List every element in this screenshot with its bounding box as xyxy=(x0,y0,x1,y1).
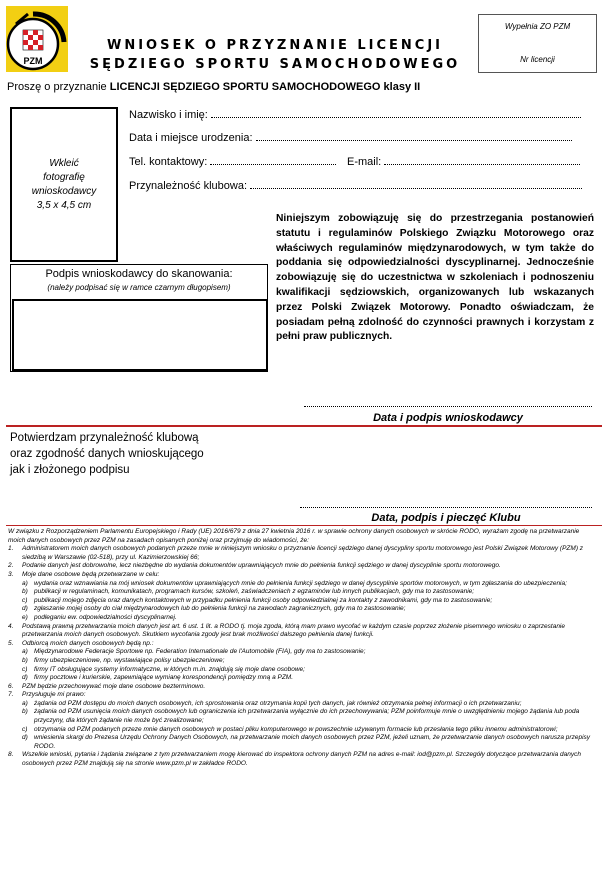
rodo-subitem xyxy=(8,700,598,709)
rodo-item-text: Podstawą prawną przetwarzania moich danych jest art. 6 ust. 1 lit. a RODO tj. moja zgoda, którą mam prawo wycofać w każdym czasie poprzez złożenie pisemnego wniosku o zaprzestanie przetwarzania moich danych osobowych. Skutkiem wycofania zgody jest brak możliwości dalszego pełnienia danej funkcji. xyxy=(22,622,565,639)
rodo-item-text: żądania od PZM usunięcia moich danych osobowych lub ograniczenia ich przetwarzania wyłącznie do ich przechowywania; PZM poinformuje mnie o uwzględnieniu mojego żądania lub poda przyczyny, dla których żądanie nie może być zrealizowane; xyxy=(34,708,580,725)
rodo-item xyxy=(8,691,598,700)
rodo-item-number: c) xyxy=(22,725,28,733)
rodo-section xyxy=(8,528,598,769)
rodo-item-number: 6. xyxy=(8,682,14,690)
email-label: E-mail: xyxy=(347,156,382,168)
photo-box[interactable] xyxy=(10,107,118,262)
club-signature-caption: Data, podpis i pieczęć Klubu xyxy=(371,512,521,524)
rodo-item-number: 3. xyxy=(8,570,14,578)
title-line-2: SĘDZIEGO SPORTU SAMOCHODOWEGO xyxy=(89,57,461,72)
rodo-item xyxy=(8,683,598,692)
logo-text: PZM xyxy=(23,56,43,66)
rodo-subitem xyxy=(8,708,598,725)
phone-dots[interactable] xyxy=(210,155,336,165)
rodo-subitem xyxy=(8,657,598,666)
rodo-subitem xyxy=(8,597,598,606)
rodo-item-number: 1. xyxy=(8,545,14,553)
rodo-item-number: a) xyxy=(22,648,28,656)
rodo-item-number: c) xyxy=(22,596,28,604)
form-title xyxy=(80,36,470,74)
rodo-item-number: c) xyxy=(22,665,28,673)
rodo-item xyxy=(8,751,598,768)
phone-field[interactable] xyxy=(129,155,336,168)
rodo-item-text: żądania od PZM dostępu do moich danych osobowych, ich sprostowania oraz otrzymania kopii tych danych, jak również otrzymania pełnej informacji o ich przetwarzaniu; xyxy=(34,699,522,707)
rodo-item-text: Międzynarodowe Federacje Sportowe np. Federation Internationale de l'Automobile (FIA), gdy ma to zastosowanie; xyxy=(34,648,366,656)
office-use-label: Wypełnia ZO PZM xyxy=(504,22,571,31)
rodo-item-number: a) xyxy=(22,579,28,587)
photo-box-line-3: wnioskodawcy xyxy=(31,185,97,197)
club-confirmation-line-2: oraz zgodność danych wnioskującego xyxy=(10,448,204,460)
rodo-item-number: a) xyxy=(22,699,28,707)
declaration-text: Niniejszym zobowiązuję się do przestrzegania postanowień statutu i regulaminów Polskiego Związku Motorowego oraz właściwych regulaminów międzynarodowych, w tym także do poddania się odpowiedzialności dyscyplinarnej. Jednocześnie zobowiązuję się do uczestnictwa w szkoleniach i podnoszeniu kwalifikacji sędziowskich, organizowanych lub wskazanych przez Polski Związek Motorowy. Ponadto oświadczam, że posiadam pełną zdolność do czynności prawnych i korzystam z pełni praw publicznych. xyxy=(276,213,594,343)
rodo-item-text: Odbiorcą moich danych osobowych będą np.: xyxy=(22,639,154,647)
rodo-item-text: wniesienia skargi do Prezesa Urzędu Ochrony Danych Osobowych, na przetwarzanie moich danych osobowych przez PZM, jeżeli uznam, że przetwarzanie danych osobowych narusza przepisy RODO. xyxy=(34,734,591,750)
email-field[interactable] xyxy=(347,155,580,168)
rodo-item-text: zgłaszanie mojej osoby do ciał międzynarodowych lub do pełnienia funkcji na zawodach zagranicznych, gdy ma to zastosowanie; xyxy=(34,605,406,613)
name-label: Nazwisko i imię: xyxy=(129,109,208,121)
rodo-item-text: Moje dane osobowe będą przetwarzane w celu: xyxy=(22,570,160,578)
signature-scan-box xyxy=(10,264,268,372)
rodo-item-number: 4. xyxy=(8,622,14,630)
rodo-subitem xyxy=(8,666,598,675)
request-line xyxy=(7,81,420,93)
club-field[interactable] xyxy=(129,179,582,192)
rodo-item-text: podleganiu ew. odpowiedzialności dyscyplinarnej. xyxy=(34,613,177,621)
rodo-item-text: firmy ubezpieczeniowe, np. wystawiające polisy ubezpieczeniowe; xyxy=(34,656,225,664)
rodo-subitem xyxy=(8,648,598,657)
request-license-type: LICENCJI SĘDZIEGO SPORTU SAMOCHODOWEGO klasy II xyxy=(109,81,421,93)
rodo-item xyxy=(8,562,598,571)
applicant-signature-caption: Data i podpis wnioskodawcy xyxy=(373,412,523,424)
rodo-item-text: Podanie danych jest dobrowolne, lecz niezbędne do wydania dokumentów uprawniających mnie do pełnienia funkcji sędziego w danej dyscyplinie sportu motorowego. xyxy=(22,562,501,570)
rodo-item-text: otrzymania od PZM podanych przeze mnie danych osobowych w postaci pliku komputerowego w powszechnie używanym formacie lub przesłania tego pliku innemu administratorowi; xyxy=(34,725,558,733)
photo-box-line-1: Wkleić xyxy=(49,157,79,169)
birth-label: Data i miejsce urodzenia: xyxy=(129,132,253,144)
rodo-item xyxy=(8,623,598,640)
rodo-item xyxy=(8,545,598,562)
club-signature-line[interactable] xyxy=(300,506,592,508)
rodo-item xyxy=(8,571,598,580)
phone-label: Tel. kontaktowy: xyxy=(129,156,208,168)
rodo-item-text: firmy pocztowe i kurierskie, zapewniające wymianę korespondencji pomiędzy mną a PZM. xyxy=(34,674,294,682)
request-prefix: Proszę o przyznanie xyxy=(7,81,107,93)
rodo-subitem xyxy=(8,726,598,735)
rodo-item-number: e) xyxy=(22,613,28,621)
applicant-signature-line[interactable] xyxy=(304,405,592,407)
pzm-logo xyxy=(6,6,68,72)
signature-area[interactable] xyxy=(12,299,268,371)
rodo-item-text: Przysługuje mi prawo: xyxy=(22,691,86,699)
signature-box-sublabel: (należy podpisać się w ramce czarnym długopisem) xyxy=(47,283,231,292)
rodo-divider xyxy=(6,525,602,526)
birth-dots[interactable] xyxy=(256,131,572,141)
rodo-subitem xyxy=(8,674,598,683)
rodo-item-number: d) xyxy=(22,605,28,613)
rodo-item-number: b) xyxy=(22,708,28,716)
rodo-item-text: publikacji w regulaminach, komunikatach, programach kursów, szkoleń, zaświadczeniach z egzaminów lub innych publikacjach, gdy ma to zastosowanie; xyxy=(34,588,475,596)
rodo-subitem xyxy=(8,734,598,751)
rodo-list xyxy=(8,545,598,768)
rodo-subitem xyxy=(8,580,598,589)
club-confirmation-line-3: jak i złożonego podpisu xyxy=(10,464,130,476)
rodo-item-number: 8. xyxy=(8,751,14,759)
rodo-subitem xyxy=(8,614,598,623)
rodo-subitem xyxy=(8,605,598,614)
club-label: Przynależność klubowa: xyxy=(129,180,248,192)
license-number-label: Nr licencji xyxy=(520,55,555,64)
rodo-item-text: firmy IT obsługujące systemy informatyczne, w których m.in. znajdują się moje dane osobowe; xyxy=(34,665,305,673)
birth-field[interactable] xyxy=(129,131,572,144)
photo-box-line-4: 3,5 x 4,5 cm xyxy=(36,199,92,211)
rodo-item-number: 7. xyxy=(8,691,14,699)
rodo-item-text: Wszelkie wnioski, pytania i żądania związane z tym przetwarzaniem mogę kierować do inspektora ochrony danych PZM na adres e-mail: iod@pzm.pl. Szczegóły dotyczące przetwarzania danych osobowych przez PZM znajdują się na stronie www.pzm.pl w zakładce RODO. xyxy=(22,751,581,768)
title-line-1: WNIOSEK O PRZYZNANIE LICENCJI xyxy=(106,38,444,53)
name-field[interactable] xyxy=(129,108,581,121)
name-dots[interactable] xyxy=(211,108,581,118)
rodo-item-number: d) xyxy=(22,674,28,682)
club-dots[interactable] xyxy=(250,179,582,189)
rodo-item-text: PZM będzie przechowywać moje dane osobowe bezterminowo. xyxy=(22,682,206,690)
rodo-subitem xyxy=(8,588,598,597)
signature-box-label: Podpis wnioskodawcy do skanowania: xyxy=(45,268,233,280)
rodo-item xyxy=(8,640,598,649)
club-confirmation-line-1: Potwierdzam przynależność klubową xyxy=(10,432,199,444)
rodo-item-number: b) xyxy=(22,656,28,664)
rodo-item-number: 2. xyxy=(8,562,14,570)
club-confirmation xyxy=(10,430,204,478)
rodo-item-number: 5. xyxy=(8,639,14,647)
photo-box-line-2: fotografię xyxy=(43,171,85,183)
rodo-intro: W związku z Rozporządzeniem Parlamentu Europejskiego i Rady (UE) 2016/679 z dnia 27 kwietnia 2016 r. w sprawie ochrony danych osobowych w skrócie RODO, wyrażam zgodę na przetwarzanie moich danych osobowych przez PZM na zasadach opisanych poniżej oraz przyjmuję do wiadomości, że: xyxy=(8,528,580,544)
rodo-item-text: publikacji mojego zdjęcia oraz danych kontaktowych w przypadku pełnienia funkcji osoby odpowiedzialnej za kontakty z zawodnikami, gdy ma to zastosowanie; xyxy=(34,596,493,604)
email-dots[interactable] xyxy=(384,155,580,165)
rodo-item-text: wydania oraz wznawiania na mój wniosek dokumentów uprawniających mnie do pełnienia funkcji sędziego w danej dyscyplinie sportów motorowych, w tym zgłaszania do ubezpieczenia; xyxy=(34,579,567,587)
rodo-item-number: d) xyxy=(22,734,28,742)
section-divider xyxy=(6,425,602,427)
rodo-item-text: Administratorem moich danych osobowych podanych przeze mnie w niniejszym wniosku o przyznanie licencji sędziego danej dyscypliny sportu motorowego jest Polski Związek Motorowy (PZM) z siedzibą w Warszawie (02-518), przy ul. Kazimierzowskiej 66; xyxy=(22,545,584,561)
rodo-item-number: b) xyxy=(22,588,28,596)
office-use-box xyxy=(478,14,597,73)
